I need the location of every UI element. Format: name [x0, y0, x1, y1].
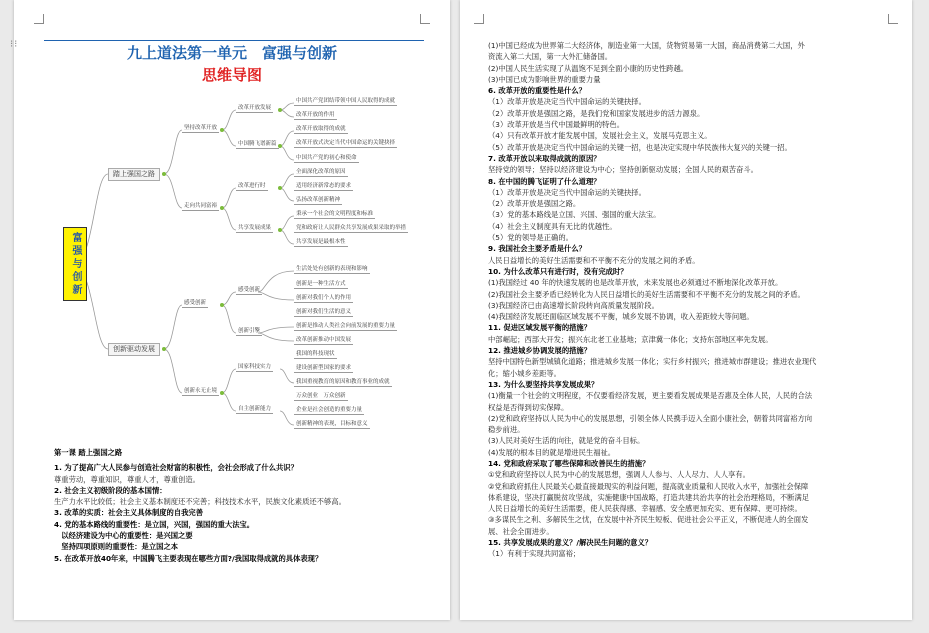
answer-line: 权益是否得到切实保障。: [488, 402, 569, 412]
answer-line: 尊重劳动，尊重知识，尊重人才，尊重创造。: [54, 474, 200, 484]
question-heading: 坚持四项原则的重要性：是立国之本: [54, 542, 179, 552]
drag-handle-icon[interactable]: ⁝⁝: [10, 39, 19, 50]
mindmap-dot: [278, 186, 282, 190]
page-corner-mark: [474, 14, 484, 24]
answer-line: 稳步前进。: [488, 425, 525, 435]
question-heading: 14. 党和政府采取了哪些保障和改善民生的措施？: [488, 458, 650, 468]
answer-line: （2）改革开放是强国之路。: [488, 199, 581, 209]
answer-line: (3)中国已成为影响世界的重要力量: [488, 74, 601, 84]
mindmap-leaf: 企业是社会创造的重要力量: [296, 407, 363, 413]
mindmap-leaf: 万众创业 万众创新: [296, 393, 346, 399]
question-heading: 10. 为什么改革只有进行时，没有完成时？: [488, 266, 628, 276]
question-heading: 15. 共享发展成果的意义？/解决民生问题的意义？: [488, 538, 653, 548]
document-page-2: [460, 0, 912, 620]
mindmap-dot: [162, 172, 166, 176]
page-corner-mark: [888, 14, 898, 24]
question-heading: 3. 改革的实质：社会主义具体制度的自我完善: [54, 508, 204, 518]
answer-line: (2)中国人民生活实现了从温饱不足到全面小康的历史性跨越。: [488, 63, 689, 73]
answer-line: （2）改革开放是强国之路，是我们党和国家发展进步的活力源泉。: [488, 108, 705, 118]
mindmap-leaf: 适用经济新常态的要求: [296, 183, 352, 189]
mindmap-leaf: 建设创新型国家的要求: [296, 365, 352, 371]
question-heading: 4. 党的基本路线的重要性：是立国，兴国，强国的重大法宝。: [54, 519, 255, 529]
mindmap-node: 创新引擎: [238, 328, 261, 334]
question-heading: 2. 社会主义初级阶段的基本国情：: [54, 485, 167, 495]
mindmap-leaf: 我国的科技现状: [296, 351, 335, 357]
mindmap-leaf: 党和政府让人民群众共享发展成果采取的举措: [296, 225, 407, 231]
answer-line: ②党和政府抓住人民最关心最直接最现实的利益问题，提高就业质量和人民收入水平，加强社会保障: [488, 481, 809, 491]
mindmap-leaf: 生活处处有创新的表现和影响: [296, 266, 368, 272]
answer-line: （3）改革开放是当代中国最鲜明的特色。: [488, 120, 624, 130]
answer-line: 人民日益增长的美好生活需要和不平衡不充分的发展之间的矛盾。: [488, 255, 700, 265]
mindmap-node: 中国腾飞谱新篇: [238, 141, 277, 147]
question-heading: 以经济建设为中心的重要性：是兴国之要: [54, 531, 193, 541]
mindmap-dot: [220, 303, 224, 307]
question-heading: 13. 为什么要坚持共享发展成果？: [488, 379, 599, 389]
answer-line: （4）社会主义制度具有无比的优越性。: [488, 221, 617, 231]
mindmap-dot: [220, 206, 224, 210]
answer-line: （3）党的基本路线是立国、兴国、强国的重大法宝。: [488, 210, 661, 220]
answer-line: 化；缩小城乡差距等。: [488, 368, 561, 378]
mindmap-node: 创新永无止境: [184, 388, 218, 394]
mindmap-node: 改革开放发展: [238, 105, 272, 111]
answer-line: （1）有利于实现共同富裕；: [488, 549, 581, 559]
answer-line: (2)党和政府坚持以人民为中心的发展思想，引领全体人民携手迈入全面小康社会，朝着共同富裕方向: [488, 413, 813, 423]
question-heading: 7. 改革开放以来取得成就的原因？: [488, 153, 601, 163]
mindmap-node: 感受创新: [184, 300, 207, 306]
mindmap-node: 共享发展成果: [238, 225, 272, 231]
mindmap-node: 走向共同富裕: [184, 203, 218, 209]
lesson-title: 第一课 踏上强国之路: [54, 448, 123, 457]
page-subtitle: 思维导图: [201, 66, 262, 84]
lesson-notes: [54, 447, 446, 564]
answer-line: 坚持党的领导；坚持以经济建设为中心；坚持创新驱动发展；全国人民的艰苦奋斗。: [488, 165, 758, 175]
question-heading: 9. 我国社会主要矛盾是什么？: [488, 244, 586, 254]
question-heading: 12. 推进城乡协调发展的措施？: [488, 346, 592, 356]
mindmap-branch: 踏上强国之路: [108, 168, 160, 181]
mindmap-dot: [220, 391, 224, 395]
answer-line: 生产力水平比较低；社会主义基本制度还不完善；科技技术水平，民族文化素质还不够高。: [54, 497, 346, 507]
answer-line: (3)人民对美好生活的向往，就是党的奋斗目标。: [488, 436, 645, 446]
mindmap-leaf: 共享发展是最根本性: [296, 239, 346, 245]
mindmap-branch: 创新驱动发展: [108, 343, 160, 356]
mindmap-node: 自主创新能力: [238, 406, 272, 412]
mindmap-node: 坚持改革开放: [184, 125, 218, 131]
answer-line: (2)我国社会主要矛盾已经转化为人民日益增长的美好生活需要和不平衡不充分的发展之间的矛盾。: [488, 289, 805, 299]
mindmap-dot: [278, 144, 282, 148]
mindmap-leaf: 中国共产党的初心和使命: [296, 155, 357, 161]
mindmap-leaf: 我国重视教育的原因和教育事业的成就: [296, 379, 390, 385]
document-page-1: [14, 0, 450, 620]
mindmap-leaf: 全面深化改革的原因: [296, 169, 346, 175]
question-heading: 6. 改革开放的重要性是什么？: [488, 86, 586, 96]
mindmap-leaf: 改革开放的作用: [296, 112, 335, 118]
answer-line: （5）改革开放是决定当代中国命运的关键一招，也是决定实现中华民族伟大复兴的关键一招。: [488, 142, 792, 152]
mindmap-leaf: 创新对我们生活的意义: [296, 309, 352, 315]
mindmap-node: 感受创新: [238, 287, 261, 293]
answer-line: 人民日益增长的美好生活需要，使人民获得感、幸福感、安全感更加充实、更有保障、更可持续。: [488, 504, 802, 514]
answer-line: （4）只有改革开放才能发展中国，发展社会主义，发展马克思主义。: [488, 131, 712, 141]
answer-line: 中部崛起；西部大开发；振兴东北老工业基地；京津冀一体化；支持东部地区率先发展。: [488, 334, 773, 344]
answer-line: （1）改革开放是决定当代中国命运的关键抉择。: [488, 187, 646, 197]
mindmap-leaf: 改革创新推动中国发展: [296, 337, 352, 343]
answer-line: (3)我国经济已由高速增长阶段转向高质量发展阶段。: [488, 300, 659, 310]
question-heading: 11. 促进区域发展平衡的措施？: [488, 323, 592, 333]
answer-line: (4)发展的根本目的就是增进民生福祉。: [488, 447, 616, 457]
answer-line: 体系建设，坚决打赢脱贫攻坚战，实施健康中国战略，打造共建共治共享的社会治理格局，不断满足: [488, 492, 810, 502]
answer-line: 展、社会全面进步。: [488, 526, 554, 536]
question-heading: 5. 在改革开放40年来，中国腾飞主要表现在哪些方面?/我国取得成就的具体表现？: [54, 553, 323, 563]
answer-line: (1)中国已经成为世界第二大经济体，制造业第一大国，货物贸易第一大国，商品消费第二大国，外: [488, 41, 805, 50]
mindmap-connectors: [14, 0, 450, 440]
answer-line: ③多谋民生之利、多解民生之忧，在发展中补齐民生短板、促进社会公平正义，不断促进人的全面发: [488, 515, 809, 525]
mindmap-leaf: 秉承一个社会的文明程度和标准: [296, 211, 374, 217]
answer-line: （5）党的领导是正确的。: [488, 233, 573, 243]
answer-line: (1)衡量一个社会的文明程度，不仅要看经济发展，更主要看发展成果是否惠及全体人民，人民的合法: [488, 391, 813, 401]
answer-line: 坚持中国特色新型城镇化道路；推进城乡发展一体化；实行乡村振兴；推进城市群建设；推进农业现代: [488, 357, 817, 367]
mindmap-leaf: 创新精神的表现，目标和意义: [296, 421, 368, 427]
question-heading: 1. 为了提高广大人民参与创造社会财富的积极性，会社会形成了什么共识？: [54, 463, 298, 473]
mindmap-leaf: 创新是一种生活方式: [296, 281, 346, 287]
answer-line: (1)我国经过 40 年的快速发展的也是改革开放，未来发展也必须通过不断地深化改革开放。: [488, 278, 783, 288]
answer-notes: [488, 40, 898, 560]
mindmap-leaf: 弘扬改革创新精神: [296, 197, 341, 203]
mindmap-dot: [162, 347, 166, 351]
mindmap-node: 改革进行时: [238, 183, 266, 189]
mindmap-node: 国家科技实力: [238, 364, 272, 370]
mindmap-leaf: 改革开放取得的成就: [296, 126, 346, 132]
mindmap-root: 富强与创新: [63, 227, 87, 301]
mindmap-leaf: 创新对我们个人的作用: [296, 295, 352, 301]
mindmap-dot: [220, 128, 224, 132]
mindmap-leaf: 改革开放式决定当代中国命运的关键抉择: [296, 140, 396, 146]
mindmap-dot: [278, 108, 282, 112]
answer-line: （1）改革开放是决定当代中国命运的关键抉择。: [488, 97, 646, 107]
mindmap-leaf: 创新是推动人类社会向前发展的重要力量: [296, 323, 396, 329]
answer-line: 资流入第二大国，第一大外汇储备国。: [488, 52, 613, 62]
page-title: 九上道法第一单元 富强与创新: [126, 44, 337, 62]
answer-line: ①党和政府坚持以人民为中心的发展思想，强调人人参与、人人尽力、人人享有。: [488, 470, 750, 480]
mindmap-leaf: 中国共产党团结带领中国人民取得的成就: [296, 98, 396, 104]
answer-line: (4)我国经济发展还面临区域发展不平衡，城乡发展不协调，收入差距较大等问题。: [488, 312, 754, 322]
mindmap-dot: [278, 228, 282, 232]
question-heading: 8. 在中国的腾飞证明了什么道理？: [488, 176, 601, 186]
